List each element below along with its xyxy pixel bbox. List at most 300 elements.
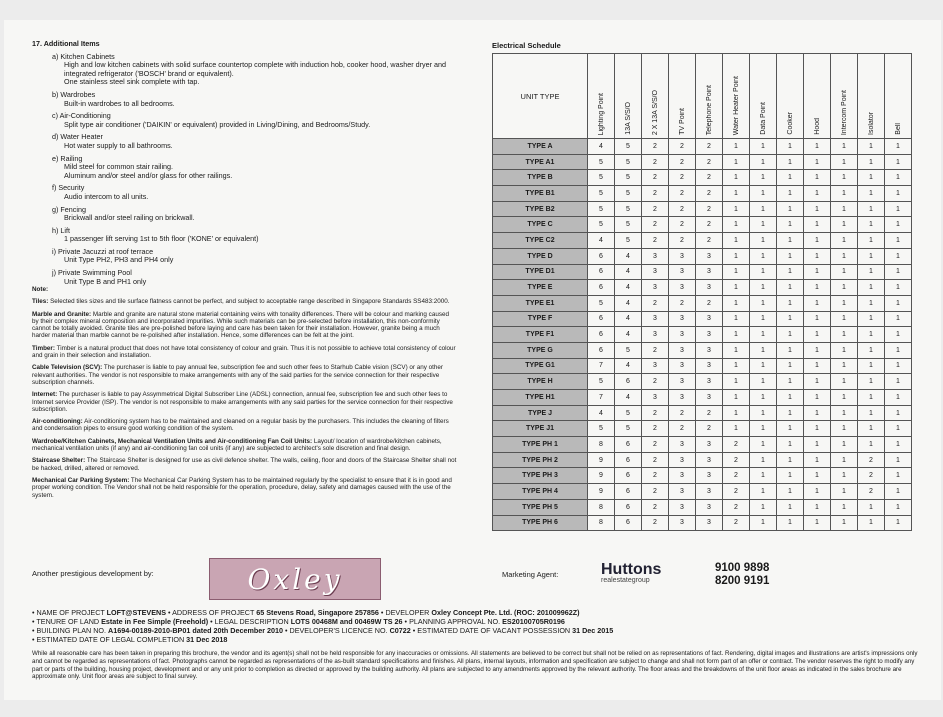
note-title: Timber: (32, 344, 55, 352)
table-cell: 1 (750, 186, 777, 202)
unit-type-cell: TYPE B (493, 170, 588, 186)
table-cell: 1 (885, 515, 912, 531)
table-cell: 1 (777, 139, 804, 155)
table-row (493, 264, 912, 280)
table-cell: 1 (777, 374, 804, 390)
table-cell: 1 (831, 468, 858, 484)
note-title: Tiles: (32, 298, 49, 306)
unit-type-cell: TYPE J (493, 405, 588, 421)
table-cell: 3 (696, 311, 723, 327)
table-cell: 3 (669, 342, 696, 358)
unit-type-cell: TYPE C (493, 217, 588, 233)
project-info-key: DEVELOPER'S LICENCE NO. (289, 626, 388, 635)
table-row (493, 390, 912, 406)
note-paragraph (32, 438, 457, 453)
table-cell: 1 (777, 280, 804, 296)
table-cell: 1 (750, 421, 777, 437)
table-cell: 1 (858, 264, 885, 280)
unit-type-cell: TYPE J1 (493, 421, 588, 437)
table-cell: 1 (777, 421, 804, 437)
project-info (32, 608, 922, 644)
table-cell: 1 (858, 154, 885, 170)
table-cell: 3 (669, 390, 696, 406)
table-cell: 1 (831, 280, 858, 296)
project-info-value: A1694-00189-2010-BP01 dated 20th December 2010 (108, 626, 284, 635)
table-cell: 1 (885, 217, 912, 233)
table-row (493, 233, 912, 249)
table-cell: 1 (804, 154, 831, 170)
schedule-column-label: Isolator (867, 112, 875, 135)
project-info-value: C0722 (389, 626, 411, 635)
table-cell: 5 (615, 421, 642, 437)
table-cell: 4 (615, 264, 642, 280)
additional-item-label: g) Fencing (52, 204, 86, 214)
table-row (493, 374, 912, 390)
huttons-logo (601, 561, 661, 584)
brochure-page (4, 20, 941, 700)
project-info-key: PLANNING APPROVAL NO. (409, 617, 501, 626)
schedule-column-label: Hood (813, 118, 821, 135)
table-cell: 1 (777, 264, 804, 280)
table-cell: 1 (723, 311, 750, 327)
table-cell: 3 (669, 327, 696, 343)
table-cell: 1 (831, 452, 858, 468)
schedule-column-header (858, 54, 885, 139)
table-cell: 2 (696, 201, 723, 217)
note-paragraph (32, 364, 457, 386)
table-cell: 1 (777, 233, 804, 249)
unit-type-cell: TYPE PH 6 (493, 515, 588, 531)
additional-items-list (32, 53, 462, 287)
schedule-column-header (831, 54, 858, 139)
table-cell: 2 (669, 295, 696, 311)
additional-item-label: a) Kitchen Cabinets (52, 51, 115, 61)
unit-type-cell: TYPE A1 (493, 154, 588, 170)
table-cell: 3 (696, 374, 723, 390)
table-cell: 1 (750, 374, 777, 390)
additional-item (52, 184, 462, 201)
table-cell: 2 (858, 484, 885, 500)
table-cell: 1 (831, 327, 858, 343)
table-cell: 2 (723, 484, 750, 500)
table-cell: 1 (831, 484, 858, 500)
table-cell: 5 (588, 170, 615, 186)
additional-item (52, 112, 462, 129)
project-info-value: LOFT@STEVENS (106, 608, 166, 617)
agent-phones (715, 562, 769, 588)
table-cell: 1 (804, 515, 831, 531)
table-cell: 1 (858, 186, 885, 202)
agent-label: Marketing Agent: (502, 570, 559, 579)
table-cell: 1 (723, 154, 750, 170)
table-row (493, 515, 912, 531)
unit-type-cell: TYPE B2 (493, 201, 588, 217)
table-cell: 1 (885, 233, 912, 249)
project-info-key: NAME OF PROJECT (36, 608, 105, 617)
unit-type-cell: TYPE A (493, 139, 588, 155)
table-cell: 1 (777, 248, 804, 264)
table-cell: 2 (642, 437, 669, 453)
table-cell: 5 (615, 170, 642, 186)
table-cell: 2 (669, 405, 696, 421)
table-cell: 1 (723, 264, 750, 280)
table-cell: 3 (642, 390, 669, 406)
table-cell: 5 (615, 201, 642, 217)
table-cell: 1 (777, 186, 804, 202)
table-cell: 1 (885, 405, 912, 421)
table-cell: 3 (669, 437, 696, 453)
table-cell: 2 (696, 154, 723, 170)
table-cell: 1 (858, 405, 885, 421)
table-cell: 1 (831, 217, 858, 233)
table-cell: 2 (669, 201, 696, 217)
additional-item-text: Split type air conditioner ('DAIKIN' or equivalent) provided in Living/Dining, and Bedrooms/Study. (64, 119, 371, 129)
table-cell: 4 (615, 358, 642, 374)
table-cell: 1 (750, 217, 777, 233)
table-row (493, 437, 912, 453)
additional-item-text: One stainless steel sink complete with tap. (64, 77, 200, 87)
table-cell: 1 (885, 154, 912, 170)
table-cell: 6 (615, 437, 642, 453)
project-info-key: DEVELOPER (385, 608, 430, 617)
table-cell: 5 (588, 201, 615, 217)
note-title: Internet: (32, 391, 58, 399)
table-cell: 1 (885, 390, 912, 406)
table-row (493, 154, 912, 170)
schedule-column-label: Data Point (759, 102, 767, 135)
table-cell: 2 (669, 233, 696, 249)
additional-item (52, 269, 462, 286)
table-cell: 6 (615, 515, 642, 531)
table-cell: 2 (642, 342, 669, 358)
table-cell: 1 (885, 201, 912, 217)
additional-item (52, 91, 462, 108)
table-cell: 6 (615, 499, 642, 515)
table-cell: 1 (885, 342, 912, 358)
schedule-column-header (615, 54, 642, 139)
project-info-value: LOTS 00468M and 00469W TS 26 (290, 617, 403, 626)
note-title: Wardrobe/Kitchen Cabinets, Mechanical Ventilation Units and Air-conditioning Fan Coil Units: (32, 437, 313, 445)
project-info-value: 31 Dec 2018 (186, 635, 228, 644)
table-cell: 3 (669, 515, 696, 531)
table-cell: 4 (588, 233, 615, 249)
oxley-logo-text: Oxley (247, 562, 343, 596)
schedule-column-label: 13A S/S/O (624, 102, 632, 135)
table-cell: 6 (615, 468, 642, 484)
table-cell: 2 (723, 437, 750, 453)
table-cell: 1 (777, 342, 804, 358)
note-paragraph (32, 345, 457, 360)
table-cell: 5 (588, 186, 615, 202)
table-cell: 1 (804, 374, 831, 390)
note-paragraph (32, 311, 457, 340)
table-cell: 1 (804, 499, 831, 515)
table-cell: 5 (615, 405, 642, 421)
table-cell: 1 (750, 295, 777, 311)
table-row (493, 170, 912, 186)
table-cell: 1 (804, 217, 831, 233)
table-cell: 1 (858, 170, 885, 186)
table-cell: 2 (723, 515, 750, 531)
unit-type-cell: TYPE PH 4 (493, 484, 588, 500)
additional-item (52, 53, 462, 87)
table-cell: 1 (885, 248, 912, 264)
note-text: The Mechanical Car Parking System has to be maintained regularly by the specialist to ensure that it is in good and proper working condition. The Vendor shall not be held responsible for the operation, procedure, delay, safety and damages caused with the use of the system. (32, 476, 452, 499)
table-row (493, 499, 912, 515)
table-row (493, 468, 912, 484)
table-row (493, 201, 912, 217)
table-cell: 2 (723, 452, 750, 468)
table-cell: 1 (858, 295, 885, 311)
table-cell: 3 (696, 484, 723, 500)
electrical-schedule-table (492, 53, 912, 531)
table-cell: 1 (804, 186, 831, 202)
table-cell: 1 (804, 327, 831, 343)
table-cell: 1 (831, 390, 858, 406)
table-cell: 1 (723, 295, 750, 311)
disclaimer: While all reasonable care has been taken in preparing this brochure, the vendor and its agent(s) shall not be held responsible for any inaccuracies or omissions. All statements are believed to be correct but shall not be relied on as representations of fact. Rendering, digital images and illustrations are artist's impressions only and cannot be regarded as representations of fact. Photographs cannot be regarded as representations of the as-built standard specifications and finishes. All plans, internal layouts, information and specification are subject to change and shall not form part of an offer or contract. The vendor reserves the right to modify any part or parts of the building, housing project, development and or any unit prior to completion as directed or approved by the building authority. All plans are subjected to any amendments approved by the relevant authority. The floor areas and the breakdowns of the unit floor areas as indicated in the sales brochure are approximate only. Unit floor areas are subject to final survey. (32, 650, 918, 681)
additional-item-text: Audio intercom to all units. (64, 191, 149, 201)
table-cell: 1 (858, 421, 885, 437)
unit-type-cell: TYPE F1 (493, 327, 588, 343)
table-cell: 1 (723, 186, 750, 202)
table-cell: 1 (750, 311, 777, 327)
table-cell: 2 (669, 154, 696, 170)
table-cell: 2 (696, 421, 723, 437)
table-cell: 1 (750, 390, 777, 406)
table-cell: 2 (642, 233, 669, 249)
table-cell: 1 (777, 390, 804, 406)
unit-type-cell: TYPE C2 (493, 233, 588, 249)
table-cell: 1 (723, 342, 750, 358)
table-cell: 5 (588, 421, 615, 437)
table-cell: 2 (669, 217, 696, 233)
table-cell: 1 (858, 499, 885, 515)
table-cell: 4 (588, 405, 615, 421)
table-cell: 1 (750, 139, 777, 155)
note-title: Cable Television (SCV): (32, 364, 103, 372)
unit-type-cell: TYPE E (493, 280, 588, 296)
unit-type-cell: TYPE G1 (493, 358, 588, 374)
table-cell: 1 (804, 484, 831, 500)
note-text: The purchaser is liable to pay annual fee, subscription fee and such other fees to Starhub Cable vision (SCV) or any other relevant authorities. The vendor is not responsible to make arrangements with any of the said parties for the service connection for their respective subscription channels. (32, 364, 444, 386)
table-row (493, 217, 912, 233)
table-cell: 1 (885, 327, 912, 343)
table-cell: 4 (615, 248, 642, 264)
unit-type-cell: TYPE D1 (493, 264, 588, 280)
table-cell: 3 (669, 374, 696, 390)
table-cell: 1 (831, 342, 858, 358)
table-cell: 1 (831, 311, 858, 327)
schedule-header-row (493, 54, 912, 139)
additional-item-label: c) Air-Conditioning (52, 111, 111, 121)
note-text: Air-conditioning system has to be maintained and cleaned on a regular basis by the purchasers. This includes the cleaning of filters and condensation pipes to ensure good working condition of the system. (32, 418, 449, 433)
table-cell: 1 (777, 311, 804, 327)
table-cell: 1 (858, 248, 885, 264)
table-cell: 1 (750, 154, 777, 170)
table-cell: 1 (777, 452, 804, 468)
table-cell: 1 (750, 170, 777, 186)
additional-item-text: Mild steel for common stair railing. (64, 162, 174, 172)
table-cell: 1 (777, 327, 804, 343)
table-cell: 3 (696, 515, 723, 531)
table-cell: 5 (615, 233, 642, 249)
table-cell: 2 (642, 154, 669, 170)
notes-list (32, 298, 457, 499)
table-cell: 1 (804, 139, 831, 155)
table-cell: 5 (615, 154, 642, 170)
table-cell: 6 (615, 484, 642, 500)
table-cell: 3 (669, 468, 696, 484)
schedule-column-header (642, 54, 669, 139)
note-text: Selected tiles sizes and tile surface flatness cannot be perfect, and subject to acceptable range described in Singapore Standards SS483:2000. (48, 298, 450, 306)
table-cell: 5 (588, 295, 615, 311)
table-row (493, 327, 912, 343)
table-cell: 2 (696, 233, 723, 249)
table-cell: 1 (804, 170, 831, 186)
additional-item-text: Unit Type PH2, PH3 and PH4 only (64, 255, 174, 265)
additional-item-label: d) Water Heater (52, 132, 103, 142)
table-cell: 2 (696, 186, 723, 202)
table-row (493, 342, 912, 358)
unit-type-cell: TYPE D (493, 248, 588, 264)
table-cell: 2 (642, 468, 669, 484)
table-cell: 2 (642, 484, 669, 500)
note-title: Air-conditioning: (32, 418, 83, 426)
table-cell: 1 (750, 327, 777, 343)
table-cell: 5 (615, 342, 642, 358)
table-cell: 1 (858, 515, 885, 531)
table-cell: 1 (723, 248, 750, 264)
table-cell: 5 (588, 374, 615, 390)
project-info-key: ESTIMATED DATE OF LEGAL COMPLETION (36, 635, 185, 644)
table-cell: 2 (642, 405, 669, 421)
table-cell: 1 (777, 154, 804, 170)
note-text: Marble and granite are natural stone material containing veins with tonality differences. There will be colour and marking caused by their complex mineral composition and incorporated impurities. While such materials can be pre-selected before installation, this non-conformity cannot be totally avoided. Granite tiles are pre-polished before laying and care has been taken for their installation. However, granite being a much harder material than marble cannot be re-polished after installation. Hence, some differences can be felt at the joint. (32, 310, 449, 340)
table-cell: 1 (831, 201, 858, 217)
table-cell: 1 (858, 311, 885, 327)
table-cell: 1 (885, 264, 912, 280)
table-cell: 1 (831, 374, 858, 390)
table-cell: 1 (750, 515, 777, 531)
table-cell: 3 (642, 311, 669, 327)
table-cell: 1 (804, 248, 831, 264)
schedule-title: Electrical Schedule (492, 41, 561, 50)
table-cell: 1 (885, 421, 912, 437)
table-row (493, 421, 912, 437)
note-title: Marble and Granite: (32, 310, 92, 318)
additional-item (52, 206, 462, 223)
table-cell: 1 (858, 201, 885, 217)
table-cell: 1 (723, 201, 750, 217)
table-cell: 3 (696, 358, 723, 374)
table-cell: 1 (777, 358, 804, 374)
table-cell: 3 (696, 280, 723, 296)
table-cell: 1 (750, 248, 777, 264)
table-cell: 3 (642, 327, 669, 343)
table-cell: 2 (696, 295, 723, 311)
table-cell: 2 (642, 217, 669, 233)
table-cell: 3 (696, 264, 723, 280)
table-cell: 2 (642, 421, 669, 437)
table-cell: 1 (858, 390, 885, 406)
table-cell: 1 (804, 280, 831, 296)
table-cell: 1 (858, 139, 885, 155)
unit-type-cell: TYPE B1 (493, 186, 588, 202)
table-row (493, 484, 912, 500)
unit-type-header: UNIT TYPE (493, 54, 588, 139)
unit-type-cell: TYPE H (493, 374, 588, 390)
table-cell: 1 (831, 405, 858, 421)
table-cell: 5 (615, 186, 642, 202)
table-cell: 3 (669, 280, 696, 296)
table-cell: 3 (642, 280, 669, 296)
note-title: Staircase Shelter: (32, 457, 86, 465)
table-cell: 6 (588, 327, 615, 343)
additional-item-label: e) Railing (52, 153, 83, 163)
table-cell: 3 (696, 342, 723, 358)
additional-items-heading: 17. Additional Items (32, 39, 100, 48)
table-cell: 2 (669, 139, 696, 155)
table-cell: 1 (750, 499, 777, 515)
table-cell: 1 (885, 437, 912, 453)
table-cell: 6 (615, 452, 642, 468)
table-cell: 2 (696, 405, 723, 421)
phone-1: 9100 9898 (715, 562, 770, 574)
table-cell: 1 (723, 327, 750, 343)
note-title: Mechanical Car Parking System: (32, 476, 130, 484)
table-cell: 1 (804, 264, 831, 280)
table-cell: 1 (885, 468, 912, 484)
additional-item-label: f) Security (52, 183, 85, 193)
schedule-column-label: Telephone Point (705, 84, 713, 135)
table-row (493, 280, 912, 296)
unit-type-cell: TYPE F (493, 311, 588, 327)
table-cell: 6 (588, 311, 615, 327)
table-cell: 6 (615, 374, 642, 390)
table-cell: 3 (669, 311, 696, 327)
additional-item-label: b) Wardrobes (52, 89, 96, 99)
project-info-line: • TENURE OF LAND Estate in Fee Simple (Freehold) • LEGAL DESCRIPTION LOTS 00468M and 00469W TS 26 • PLANNING APPROVAL NO. ES20100705R0196 (32, 617, 565, 626)
additional-item (52, 248, 462, 265)
table-cell: 1 (804, 311, 831, 327)
table-cell: 2 (642, 201, 669, 217)
unit-type-cell: TYPE G (493, 342, 588, 358)
additional-item-text: Aluminum and/or steel and/or glass for other railings. (64, 170, 233, 180)
unit-type-cell: TYPE PH 2 (493, 452, 588, 468)
table-cell: 1 (831, 186, 858, 202)
table-cell: 4 (588, 139, 615, 155)
project-info-key: ESTIMATED DATE OF VACANT POSSESSION (417, 626, 571, 635)
table-cell: 1 (885, 484, 912, 500)
table-row (493, 139, 912, 155)
schedule-column-header (723, 54, 750, 139)
table-cell: 1 (831, 421, 858, 437)
table-cell: 1 (804, 405, 831, 421)
oxley-logo (209, 558, 381, 600)
project-info-value: 31 Dec 2015 (572, 626, 614, 635)
table-cell: 1 (723, 374, 750, 390)
table-cell: 1 (723, 358, 750, 374)
table-row (493, 358, 912, 374)
project-info-value: Oxley Concept Pte. Ltd. (ROC: 201009962Z) (431, 608, 580, 617)
table-cell: 9 (588, 452, 615, 468)
table-cell: 2 (669, 170, 696, 186)
table-cell: 2 (696, 170, 723, 186)
table-cell: 1 (804, 390, 831, 406)
table-cell: 2 (858, 452, 885, 468)
project-info-key: ADDRESS OF PROJECT (172, 608, 255, 617)
